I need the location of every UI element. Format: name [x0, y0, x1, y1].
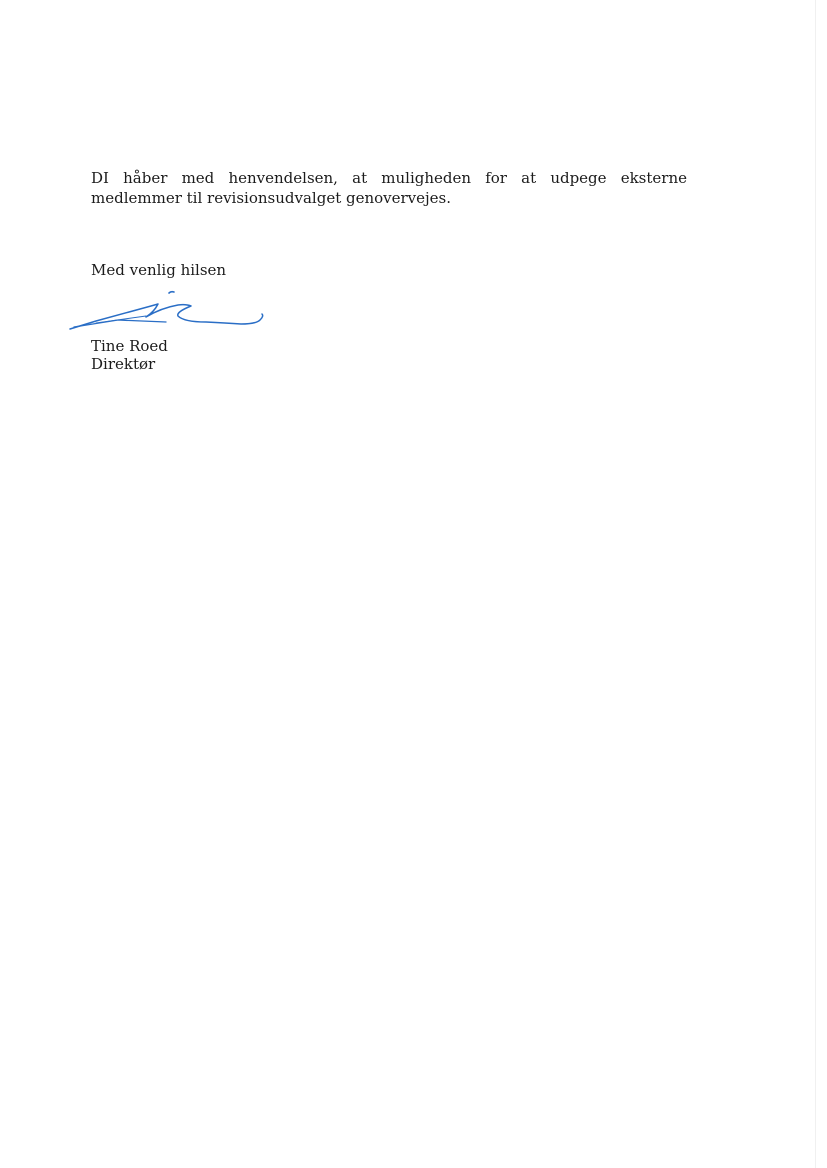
- signer-title: Direktør: [91, 355, 156, 373]
- handwritten-signature: [66, 286, 276, 338]
- scan-edge-line: [815, 0, 816, 1168]
- body-paragraph: DI håber med henvendelsen, at muligheden for at udpege eksterne medlemmer til revisionsudvalget genovervejes.: [91, 169, 687, 207]
- signer-name: Tine Roed: [91, 337, 168, 355]
- closing-salutation: Med venlig hilsen: [91, 261, 227, 279]
- signer-block: [91, 337, 168, 373]
